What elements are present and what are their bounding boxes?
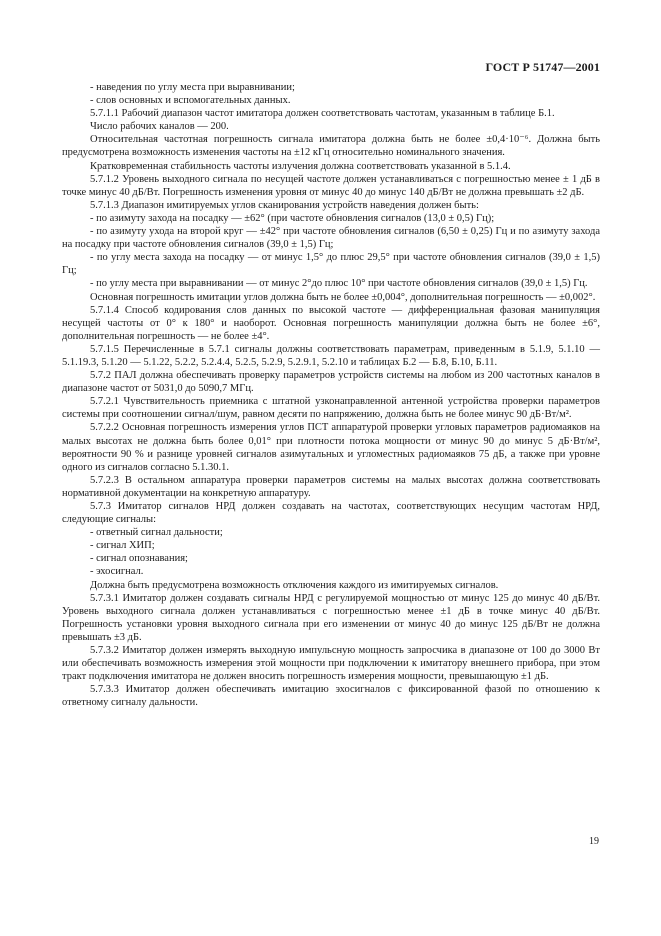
paragraph: - сигнал опознавания;: [90, 553, 188, 565]
paragraph: - по азимуту захода на посадку — ±62° (при частоте обновления сигналов (13,0 ± 0,5) Гц);: [90, 212, 495, 224]
paragraph: 5.7.2.3 В остальном аппаратура проверки параметров системы на малых высотах должна соответствовать нормативной документации на конкретную аппаратуру.: [62, 474, 600, 499]
paragraph: Должна быть предусмотрена возможность отключения каждого из имитируемых сигналов.: [90, 579, 499, 591]
paragraph: - слов основных и вспомогательных данных.: [90, 95, 291, 107]
paragraph: - ответный сигнал дальности;: [90, 527, 223, 539]
paragraph: 5.7.1.3 Диапазон имитируемых углов сканирования устройств наведения должен быть:: [90, 199, 479, 211]
paragraph: Основная погрешность имитации углов должна быть не более ±0,004°, дополнительная погрешность — ±0,002°.: [90, 291, 596, 303]
paragraph: 5.7.2.1 Чувствительность приемника с штатной узконаправленной антенной устройства проверки параметров системы при соотношении сигнал/шум, равном десяти по напряжению, должна быть не более минус 90 дБ·Вт/м².: [62, 396, 600, 421]
paragraph: 5.7.3.2 Имитатор должен измерять выходную импульсную мощность запросчика в диапазоне от 100 до 3000 Вт или обеспечивать возможность измерения этой мощности при подключении к имитатору внешнего прибора, при этом тракт подключения имитатора не должен вносить погрешность измерения мощности, превышающую ±1 дБ.: [62, 645, 600, 683]
paragraph: - сигнал ХИП;: [90, 540, 155, 552]
paragraph: - по азимуту ухода на второй круг — ±42° при частоте обновления сигналов (6,50 ± 0,25) Гц и по азимуту захода на посадку при частоте обновления сигналов (39,0 ± 1,5) Гц;: [62, 226, 600, 251]
paragraph: 5.7.3.3 Имитатор должен обеспечивать имитацию эхосигналов с фиксированной фазой по отношению к ответному сигналу дальности.: [62, 684, 600, 709]
paragraph: 5.7.1.2 Уровень выходного сигнала по несущей частоте должен устанавливаться с погрешностью менее ± 1 дБ в точке минус 40 дБ/Вт. Погрешность изменения уровня от минус 40 до минус 140 дБ/Вт не должна превышать ±2 дБ.: [62, 173, 600, 198]
paragraph: - по углу места захода на посадку — от минус 1,5° до плюс 29,5° при частоте обновления сигналов (39,0 ± 1,5) Гц;: [62, 252, 600, 277]
paragraph: - по углу места при выравнивании — от минус 2°до плюс 10° при частоте обновления сигналов (39,0 ± 1,5) Гц.: [90, 278, 588, 290]
paragraph: - эхосигнал.: [90, 566, 144, 578]
paragraph: 5.7.3 Имитатор сигналов НРД должен создавать на частотах, соответствующих несущим частотам НРД, следующие сигналы:: [62, 501, 600, 526]
paragraph: Относительная частотная погрешность сигнала имитатора должна быть не более ±0,4·10⁻⁶. Должна быть предусмотрена возможность изменения частоты на ±12 кГц относительно номинального значения.: [62, 134, 600, 159]
document-standard-id: ГОСТ Р 51747—2001: [485, 60, 600, 74]
paragraph: 5.7.1.4 Способ кодирования слов данных по высокой частоте — дифференциальная фазовая манипуляция несущей частоты от 0° к 180° и наоборот. Основная погрешность манипуляции должна быть не более ±6°, дополнительная погрешность — не более ±4°.: [62, 304, 600, 342]
paragraph: 5.7.1.5 Перечисленные в 5.7.1 сигналы должны соответствовать параметрам, приведенным в 5.1.9, 5.1.10 — 5.1.19.3, 5.1.20 — 5.1.22, 5.2.2, 5.2.4.4, 5.2.5, 5.2.9, 5.2.9.1, 5.2.10 и таблицах Б.2 — Б.8, Б.10, Б.11.: [62, 343, 600, 368]
paragraph: 5.7.2 ПАЛ должна обеспечивать проверку параметров устройств системы на любом из 200 частотных каналов в диапазоне частот от 5031,0 до 5090,7 МГц.: [62, 370, 600, 395]
paragraph: - наведения по углу места при выравнивании;: [90, 82, 295, 93]
paragraph: Кратковременная стабильность частоты излучения должна соответствовать указанной в 5.1.4.: [90, 160, 511, 172]
paragraph: 5.7.3.1 Имитатор должен создавать сигналы НРД с регулируемой мощностью от минус 125 до минус 40 дБ/Вт. Уровень выходного сигнала должен устанавливаться с погрешностью менее ±1 дБ в точке минус 40 дБ/Вт. Погрешность установки уровня выходного сигнала при его изменении от минус 40 до минус 125 дБ/Вт не должна превышать ±3 дБ.: [62, 592, 600, 643]
document-body: [62, 81, 600, 710]
page-number: 19: [589, 836, 599, 847]
paragraph: 5.7.1.1 Рабочий диапазон частот имитатора должен соответствовать частотам, указанным в таблице Б.1.: [90, 108, 555, 120]
paragraph: 5.7.2.2 Основная погрешность измерения углов ПСТ аппаратурой проверки угловых параметров радиомаяков на малых высотах не должна быть более 0,01° при плотности потока мощности от минус 90 до минус 5 дБ·Вт/м², вероятности 90 % и разнице уровней сигналов азимутальных и угломестных радиомаяков 75 дБ, а также при уровне одного из сигналов согласно 5.1.30.1.: [62, 422, 600, 473]
paragraph: Число рабочих каналов — 200.: [90, 121, 229, 133]
